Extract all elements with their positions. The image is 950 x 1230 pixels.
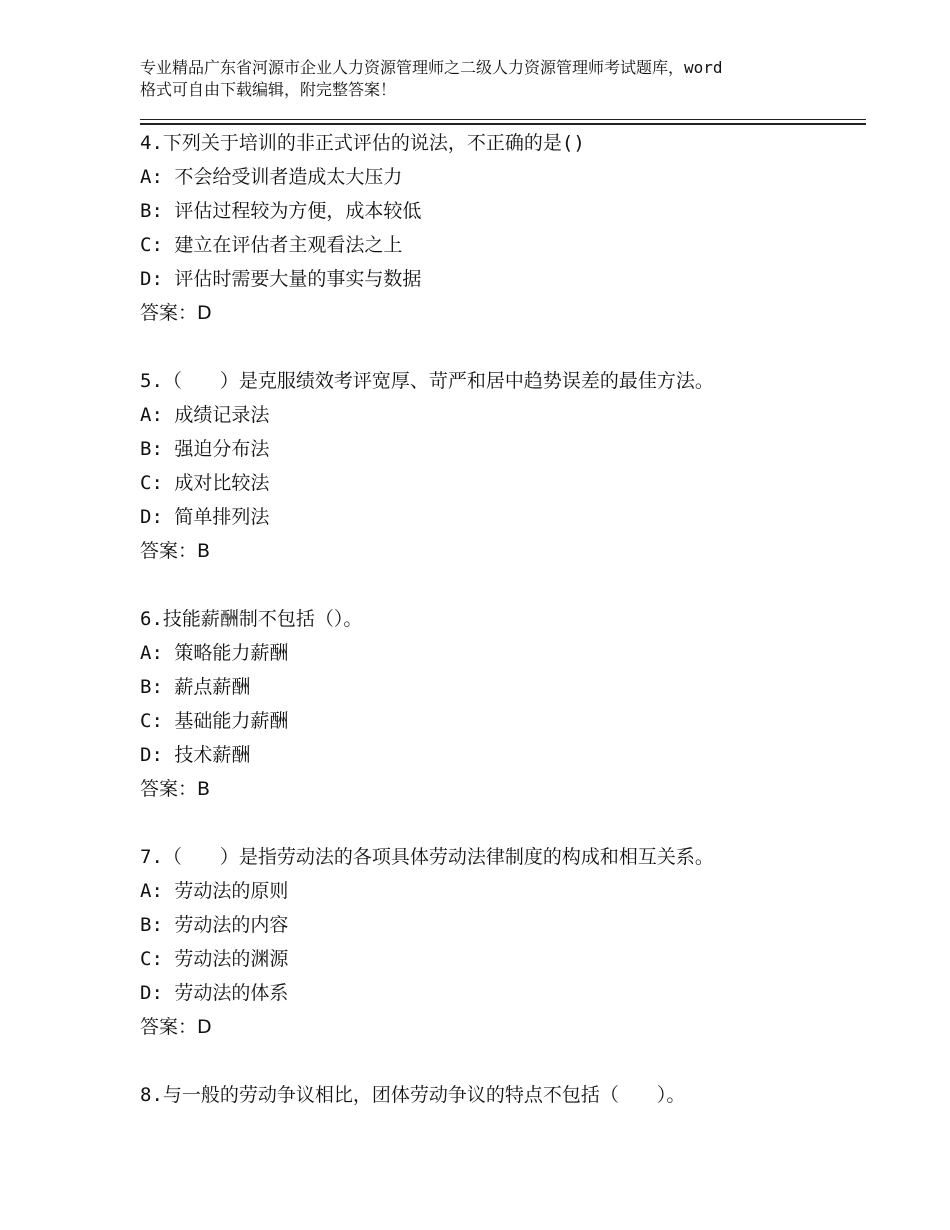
spacer [140,1044,866,1078]
option-a: A: 不会给受训者造成太大压力 [140,166,403,188]
option-b: B: 强迫分布法 [140,438,270,460]
document-header [140,57,840,101]
option-c: C: 建立在评估者主观看法之上 [140,234,403,256]
question-stem: 6.技能薪酬制不包括（）。 [140,608,363,630]
answer: 答案：B [140,540,211,562]
spacer [140,806,866,840]
option-b: B: 薪点薪酬 [140,676,251,698]
answer: 答案：D [140,1016,212,1038]
option-c: C: 成对比较法 [140,472,270,494]
spacer [140,330,866,364]
question-7 [140,840,866,1044]
header-divider-thick [140,123,866,125]
header-line-2: 格式可自由下载编辑，附完整答案！ [140,80,397,99]
option-d: D: 技术薪酬 [140,744,251,766]
option-d: D: 简单排列法 [140,506,270,528]
question-stem: 7.（ ）是指劳动法的各项具体劳动法律制度的构成和相互关系。 [140,846,714,868]
question-8 [140,1078,866,1112]
option-c: C: 基础能力薪酬 [140,710,289,732]
answer: 答案：B [140,778,211,800]
answer: 答案：D [140,302,212,324]
question-stem: 8.与一般的劳动争议相比，团体劳动争议的特点不包括（ ）。 [140,1084,686,1106]
question-list [140,126,866,1112]
question-stem: 5.（ ）是克服绩效考评宽厚、苛严和居中趋势误差的最佳方法。 [140,370,714,392]
option-d: D: 评估时需要大量的事实与数据 [140,268,422,290]
option-a: A: 策略能力薪酬 [140,642,289,664]
option-b: B: 评估过程较为方便，成本较低 [140,200,422,222]
header-line-1: 专业精品广东省河源市企业人力资源管理师之二级人力资源管理师考试题库，word [140,58,723,77]
question-4 [140,126,866,330]
header-divider-thin [140,119,866,120]
question-stem: 4.下列关于培训的非正式评估的说法，不正确的是() [140,132,585,154]
option-d: D: 劳动法的体系 [140,982,289,1004]
option-a: A: 成绩记录法 [140,404,270,426]
question-5 [140,364,866,568]
option-b: B: 劳动法的内容 [140,914,289,936]
spacer [140,568,866,602]
option-a: A: 劳动法的原则 [140,880,289,902]
option-c: C: 劳动法的渊源 [140,948,289,970]
question-6 [140,602,866,806]
